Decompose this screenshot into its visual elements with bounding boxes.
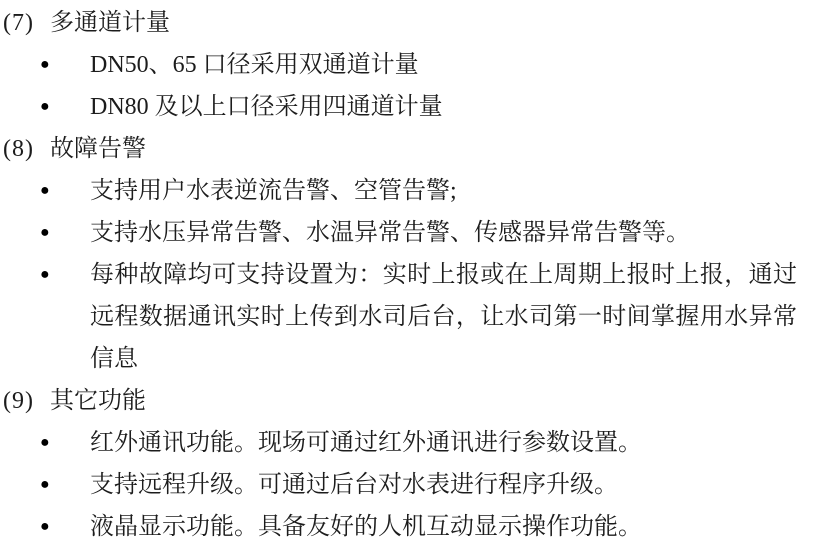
bullet-item <box>0 44 821 86</box>
bullet-item <box>0 212 821 254</box>
section-heading-8 <box>0 128 821 170</box>
section-title: 多通道计量 <box>50 10 170 36</box>
bullet-text: DN80 及以上口径采用四通道计量 <box>90 94 443 120</box>
bullet-item <box>0 506 821 548</box>
bullet-text: 每种故障均可支持设置为：实时上报或在上周期上报时上报，通过远程数据通讯实时上传到水司后台，让水司第一时间掌握用水异常信息 <box>90 262 797 372</box>
bullet-text: 红外通讯功能。现场可通过红外通讯进行参数设置。 <box>90 430 642 456</box>
bullet-icon: ● <box>40 224 50 241</box>
section-number: (7) <box>3 10 34 36</box>
bullet-icon: ● <box>40 98 50 115</box>
section-heading-7 <box>0 2 821 44</box>
section-number: (9) <box>3 388 34 414</box>
bullet-icon: ● <box>40 476 50 493</box>
section-title: 故障告警 <box>50 136 146 162</box>
bullet-icon: ● <box>40 182 50 199</box>
section-title: 其它功能 <box>50 388 146 414</box>
bullet-text: 支持远程升级。可通过后台对水表进行程序升级。 <box>90 472 618 498</box>
bullet-item <box>0 170 821 212</box>
bullet-icon: ● <box>40 518 50 535</box>
bullet-text: 支持水压异常告警、水温异常告警、传感器异常告警等。 <box>90 220 690 246</box>
bullet-icon: ● <box>40 266 50 283</box>
bullet-icon: ● <box>40 56 50 73</box>
bullet-icon: ● <box>40 434 50 451</box>
bullet-item <box>0 254 821 380</box>
section-heading-9 <box>0 380 821 422</box>
bullet-item <box>0 86 821 128</box>
bullet-text: DN50、65 口径采用双通道计量 <box>90 52 419 78</box>
bullet-text: 支持用户水表逆流告警、空管告警; <box>90 178 457 204</box>
bullet-item <box>0 422 821 464</box>
section-number: (8) <box>3 136 34 162</box>
bullet-text: 液晶显示功能。具备友好的人机互动显示操作功能。 <box>90 514 642 540</box>
bullet-item <box>0 464 821 506</box>
